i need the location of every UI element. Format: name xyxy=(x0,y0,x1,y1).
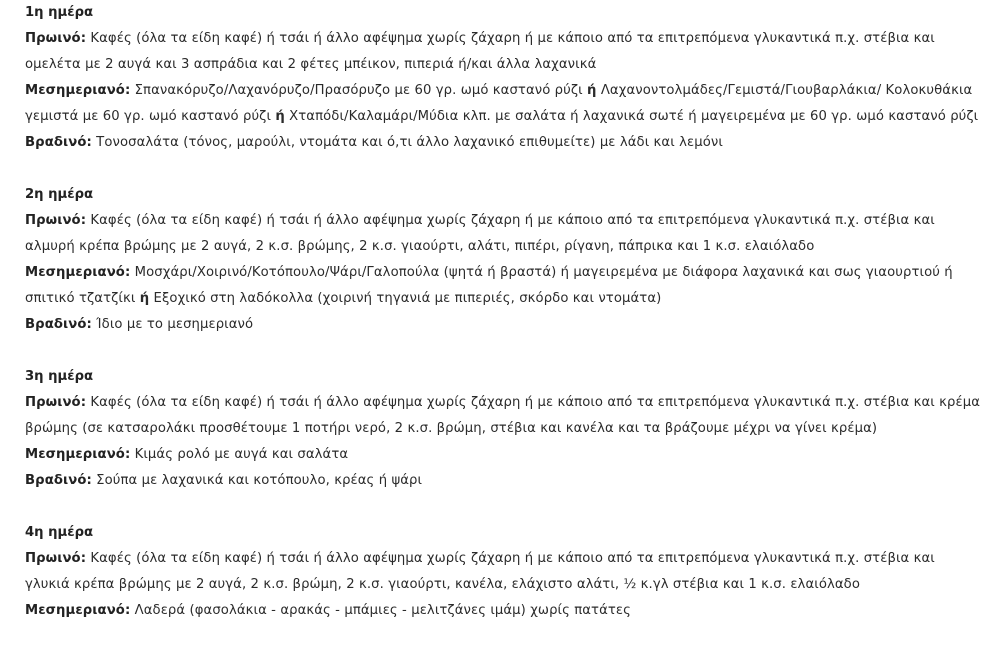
breakfast-label: Πρωινό: xyxy=(25,213,87,228)
lunch-label: Μεσημεριανό: xyxy=(25,265,131,280)
lunch-text-part-2: Λαχανοντολμάδες/Γεμιστά/Γιουβαρλάκια/ Κολοκυθάκια γεμιστά με 60 γρ. ωμό καστανό ρύζι xyxy=(25,83,973,124)
day-1-title: 1η ημέρα xyxy=(25,5,94,20)
breakfast-label: Πρωινό: xyxy=(25,551,87,566)
day-2-lunch xyxy=(25,260,980,312)
day-2-dinner xyxy=(25,312,980,338)
day-4-breakfast xyxy=(25,546,980,598)
day-3-lunch xyxy=(25,442,980,468)
day-3-section xyxy=(25,364,980,494)
lunch-or-2: ή xyxy=(275,109,285,124)
meal-plan-document xyxy=(25,0,980,624)
lunch-or-1: ή xyxy=(139,291,150,306)
day-1-breakfast xyxy=(25,26,980,78)
day-1-dinner xyxy=(25,130,980,156)
lunch-text: Λαδερά (φασολάκια - αρακάς - μπάμιες - μελιτζάνες ιμάμ) χωρίς πατάτες xyxy=(134,603,632,618)
dinner-text: Τονοσαλάτα (τόνος, μαρούλι, ντομάτα και ό,τι άλλο λαχανικό επιθυμείτε) με λάδι και λεμόνι xyxy=(96,135,723,150)
day-2-section xyxy=(25,182,980,338)
lunch-label: Μεσημεριανό: xyxy=(25,83,131,98)
day-4-title: 4η ημέρα xyxy=(25,525,94,540)
dinner-label: Βραδινό: xyxy=(25,473,92,488)
breakfast-label: Πρωινό: xyxy=(25,31,87,46)
lunch-or-1: ή xyxy=(587,83,597,98)
breakfast-text: Καφές (όλα τα είδη καφέ) ή τσάι ή άλλο αφέψημα χωρίς ζάχαρη ή με κάποιο από τα επιτρεπόμενα γλυκαντικά π.χ. στέβια και ομελέτα με 2 αυγά και 3 ασπράδια και 2 φέτες μπέικον, πιπεριά ή/και άλλα λαχανικά xyxy=(25,31,935,72)
dinner-label: Βραδινό: xyxy=(25,317,92,332)
lunch-label: Μεσημεριανό: xyxy=(25,603,131,618)
day-2-title: 2η ημέρα xyxy=(25,187,94,202)
dinner-text: Σούπα με λαχανικά και κοτόπουλο, κρέας ή ψάρι xyxy=(96,473,423,488)
day-1-lunch xyxy=(25,78,980,130)
day-3-title: 3η ημέρα xyxy=(25,369,94,384)
breakfast-text: Καφές (όλα τα είδη καφέ) ή τσάι ή άλλο αφέψημα χωρίς ζάχαρη ή με κάποιο από τα επιτρεπόμενα γλυκαντικά π.χ. στέβια και γλυκιά κρέπα βρώμης με 2 αυγά, 2 κ.σ. βρώμη, 2 κ.σ. γιαούρτι, κανέλα, ελάχιστο αλάτι, ½ κ.γλ στέβια και 1 κ.σ. ελαιόλαδο xyxy=(25,551,935,592)
day-4-section xyxy=(25,520,980,624)
day-1-section xyxy=(25,0,980,156)
lunch-label: Μεσημεριανό: xyxy=(25,447,131,462)
lunch-text: Κιμάς ρολό με αυγά και σαλάτα xyxy=(134,447,349,462)
day-4-lunch xyxy=(25,598,980,624)
lunch-text-part-1: Μοσχάρι/Χοιρινό/Κοτόπουλο/Ψάρι/Γαλοπούλα (ψητά ή βραστά) ή μαγειρεμένα με διάφορα λαχανικά και σως γιαουρτιού ή σπιτικό τζατζίκι xyxy=(25,265,953,306)
dinner-text: Ίδιο με το μεσημεριανό xyxy=(96,317,254,332)
breakfast-label: Πρωινό: xyxy=(25,395,87,410)
lunch-text-part-1: Σπανακόρυζο/Λαχανόρυζο/Πρασόρυζο με 60 γρ. ωμό καστανό ρύζι xyxy=(134,83,583,98)
day-3-breakfast xyxy=(25,390,980,442)
day-3-dinner xyxy=(25,468,980,494)
breakfast-text: Καφές (όλα τα είδη καφέ) ή τσάι ή άλλο αφέψημα χωρίς ζάχαρη ή με κάποιο από τα επιτρεπόμενα γλυκαντικά π.χ. στέβια και αλμυρή κρέπα βρώμης με 2 αυγά, 2 κ.σ. βρώμης, 2 κ.σ. γιαούρτι, αλάτι, πιπέρι, ρίγανη, πάπρικα και 1 κ.σ. ελαιόλαδο xyxy=(25,213,935,254)
dinner-label: Βραδινό: xyxy=(25,135,92,150)
lunch-text-part-3: Χταπόδι/Καλαμάρι/Μύδια κλπ. με σαλάτα ή λαχανικά σωτέ ή μαγειρεμένα με 60 γρ. ωμό καστανό ρύζι xyxy=(289,109,979,124)
breakfast-text: Καφές (όλα τα είδη καφέ) ή τσάι ή άλλο αφέψημα χωρίς ζάχαρη ή με κάποιο από τα επιτρεπόμενα γλυκαντικά π.χ. στέβια και κρέμα βρώμης (σε κατσαρολάκι προσθέτουμε 1 ποτήρι νερό, 2 κ.σ. βρώμη, στέβια και κανέλα και τα βράζουμε μέχρι να γίνει κρέμα) xyxy=(25,395,980,436)
day-2-breakfast xyxy=(25,208,980,260)
lunch-text-part-2: Εξοχικό στη λαδόκολλα (χοιρινή τηγανιά με πιπεριές, σκόρδο και ντομάτα) xyxy=(153,291,662,306)
